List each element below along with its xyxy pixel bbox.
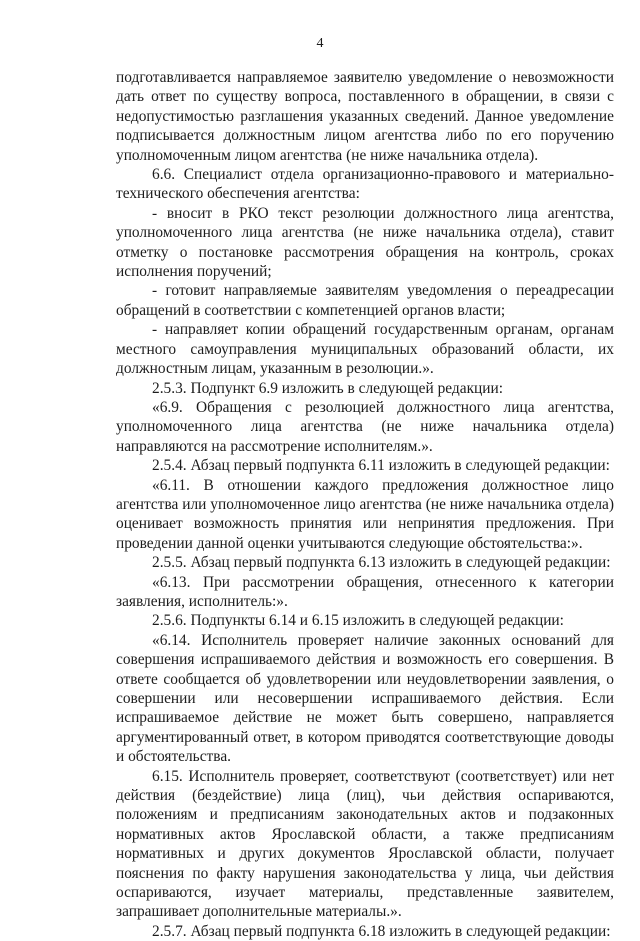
paragraph-2-5-3: 2.5.3. Подпункт 6.9 изложить в следующей редакции: (152, 379, 504, 397)
paragraph-6-9: «6.9. Обращения с резолюцией должностного лица агентства, уполномоченного лица агентства (не ниже начальника отдела) направляются на рассмотрение исполнителям.». (116, 398, 614, 455)
paragraph-6-13: «6.13. При рассмотрении обращения, отнесенного к категории заявления, исполнитель:». (116, 573, 614, 610)
paragraph-6-15: 6.15. Исполнитель проверяет, соответствуют (соответствует) или нет действия (бездействие) лица (лиц), чьи действия оспариваются, положениям и предписаниям законодательных актов и подзаконных нормативных актов Ярославской области, а также предписаниям нормативных и других документов Ярославской области, получает пояснения по факту нарушения законодательства у лица, чьи действия оспариваются, изучает материалы, представленные заявителем, запрашивает дополнительные материалы.». (116, 767, 614, 921)
paragraph-2-5-5: 2.5.5. Абзац первый подпункта 6.13 изложить в следующей редакции: (152, 554, 611, 572)
list-item-copies: - направляет копии обращений государственным органам, органам местного самоуправления муниципальных образований области, их должностным лицам, указанным в резолюции.». (116, 321, 614, 378)
paragraph-6-6: 6.6. Специалист отдела организационно-правового и материально-технического обеспечения агентства: (116, 166, 614, 203)
paragraph-6-14: «6.14. Исполнитель проверяет наличие законных оснований для совершения испрашиваемого действия и возможность его совершения. В ответе сообщается об удовлетворении или неудовлетворении заявления, о совершении или несовершении испрашиваемого действия. Если испрашиваемое действие не может быть совершено, направляется аргументированный ответ, в котором приводятся соответствующие доводы и обстоятельства. (116, 631, 614, 766)
paragraph-2-5-6: 2.5.6. Подпункты 6.14 и 6.15 изложить в следующей редакции: (152, 612, 564, 630)
list-item-rko: - вносит в РКО текст резолюции должностного лица агентства, уполномоченного лица агентства (не ниже начальника отдела), ставит отметку о постановке рассмотрения обращения на контроль, сроках исполнения поручений; (116, 204, 614, 281)
document-body (116, 68, 614, 941)
paragraph-2-5-7: 2.5.7. Абзац первый подпункта 6.18 изложить в следующей редакции: (152, 922, 611, 940)
paragraph-6-11: «6.11. В отношении каждого предложения должностное лицо агентства или уполномоченное лицо агентства (не ниже начальника отдела) оценивает возможность принятия или непринятия предложения. При проведении данной оценки учитываются следующие обстоятельства:». (116, 476, 614, 552)
paragraph-notice-text: подготавливается направляемое заявителю уведомление о невозможности дать ответ по существу вопроса, поставленного в обращении, в связи с недопустимостью разглашения указанных сведений. Данное уведомление подписывается должностным лицом агентства либо по его поручению уполномоченным лицом агентства (не ниже начальника отдела). (116, 69, 614, 164)
list-item-readdress: - готовит направляемые заявителям уведомления о переадресации обращений в соответствии с компетенцией органов власти; (116, 282, 614, 319)
page-number: 4 (316, 36, 324, 51)
paragraph-2-5-4: 2.5.4. Абзац первый подпункта 6.11 изложить в следующей редакции: (152, 457, 610, 475)
